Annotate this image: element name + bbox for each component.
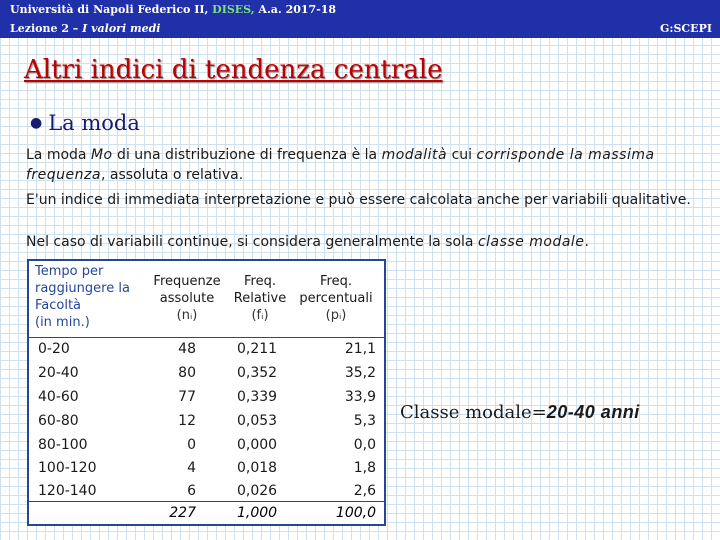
bullet-heading: ● La moda: [30, 111, 140, 135]
modal-class-note: Classe modale=20-40 anni: [400, 402, 640, 423]
table-row: 20-40 80 0,352 35,2: [38, 365, 376, 381]
frequency-table: [27, 259, 386, 526]
table-row: 80-100 0 0,000 0,0: [38, 437, 376, 453]
header-institution: Università di Napoli Federico II, DISES, A.a. 2017-18: [10, 3, 337, 16]
header-relative: Freq. Relative (fᵢ): [233, 274, 287, 323]
slide-header: [0, 0, 720, 38]
table-row: 0-20 48 0,211 21,1: [38, 341, 376, 357]
interpretation-paragraph: E'un indice di immediata interpretazione e può essere calcolata anche per variabili qualitative.: [26, 192, 691, 208]
header-lesson: Lezione 2 – I valori medi: [10, 22, 161, 35]
table-row: 120-140 6 0,026 2,6: [38, 483, 376, 499]
table-row: 60-80 12 0,053 5,3: [38, 413, 376, 429]
header-time: Tempo per raggiungere la Facoltà (in min.): [35, 264, 130, 330]
table-total-row: 227 1,000 100,0: [29, 501, 384, 524]
header-code: G:SCEPI: [660, 22, 712, 35]
continuous-paragraph: Nel caso di variabili continue, si considera generalmente la sola classe modale.: [26, 234, 589, 250]
header-absolute: Frequenze assolute (nᵢ): [153, 274, 221, 323]
definition-paragraph: La moda Mo di una distribuzione di frequenza è la modalità cui corrisponde la massima frequenza, assoluta o relativa.: [26, 147, 655, 183]
header-percent: Freq. percentuali (pᵢ): [299, 274, 373, 323]
table-row: 100-120 4 0,018 1,8: [38, 460, 376, 476]
bullet-dot-icon: ●: [30, 115, 43, 131]
table-header: [29, 261, 384, 338]
table-row: 40-60 77 0,339 33,9: [38, 389, 376, 405]
slide-title: Altri indici di tendenza centrale: [24, 55, 443, 85]
